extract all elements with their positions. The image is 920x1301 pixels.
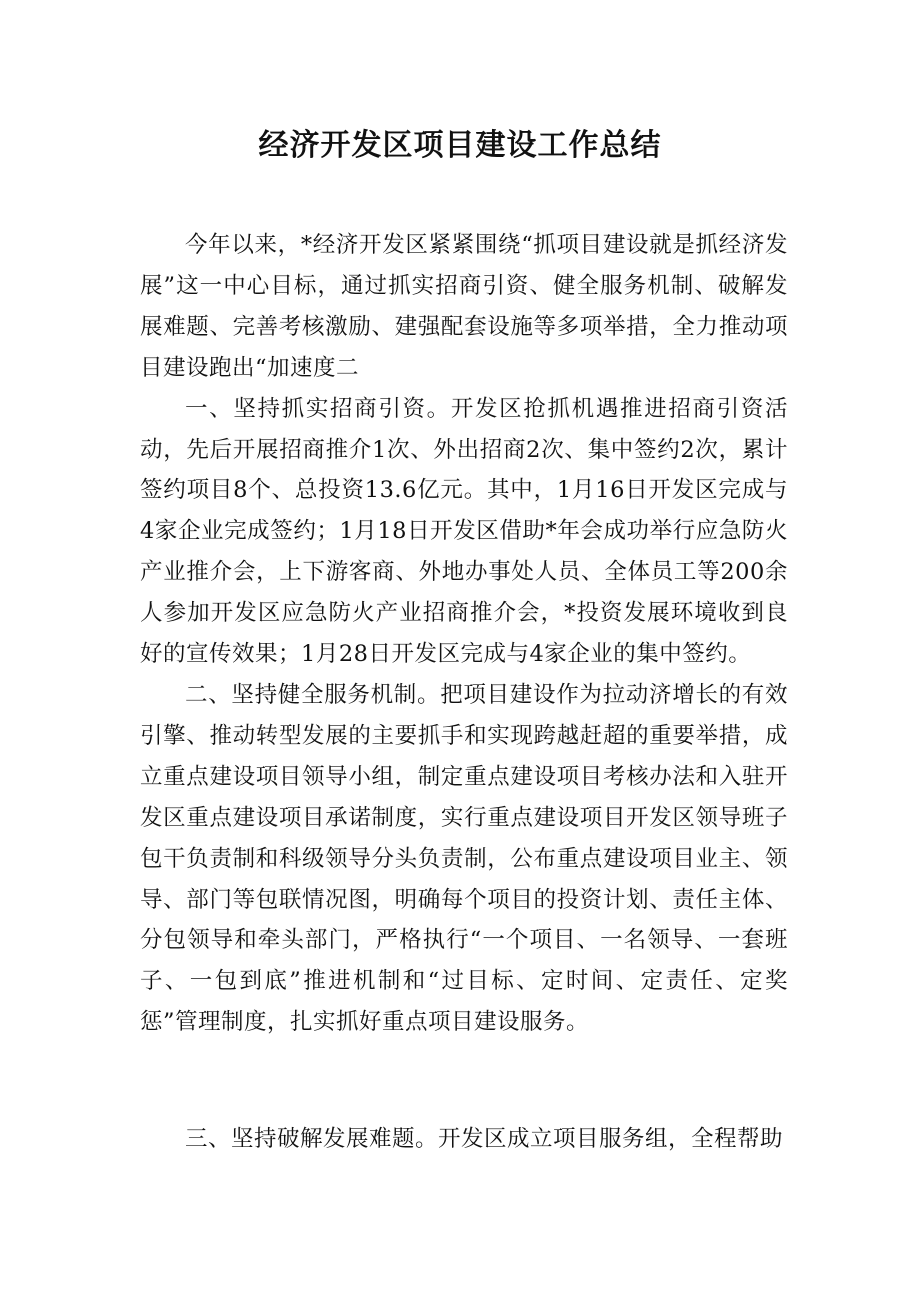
paragraph-intro: 今年以来，*经济开发区紧紧围绕“抓项目建设就是抓经济发展”这一中心目标，通过抓实招商引资、健全服务机制、破解发展难题、完善考核激励、建强配套设施等多项举措，全力推动项目建设跑出“加速度二 [140, 232, 788, 381]
paragraph-section-2: 二、坚持健全服务机制。把项目建设作为拉动济增长的有效引擎、推动转型发展的主要抓手和实现跨越赶超的重要举措，成立重点建设项目领导小组，制定重点建设项目考核办法和入驻开发区重点建设项目承诺制度，实行重点建设项目开发区领导班子包干负责制和科级领导分头负责制，公布重点建设项目业主、领导、部门等包联情况图，明确每个项目的投资计划、责任主体、分包领导和牵头部门，严格执行“一个项目、一名领导、一套班子、一包到底”推进机制和“过目标、定时间、定责任、定奖惩”管理制度，扎实抓好重点项目建设服务。 [140, 681, 788, 1036]
document-body-continued [140, 1119, 788, 1160]
document-body [140, 225, 788, 1043]
document-title: 经济开发区项目建设工作总结 [258, 128, 662, 163]
paragraph-section-1: 一、坚持抓实招商引资。开发区抢抓机遇推进招商引资活动，先后开展招商推介1次、外出招商2次、集中签约2次，累计签约项目8个、总投资13.6亿元。其中，1月16日开发区完成与4家企业完成签约；1月18日开发区借助*年会成功举行应急防火产业推介会，上下游客商、外地办事处人员、全体员工等200余人参加开发区应急防火产业招商推介会，*投资发展环境收到良好的宣传效果；1月28日开发区完成与4家企业的集中签约。 [140, 395, 788, 668]
paragraph-section-3: 三、坚持破解发展难题。开发区成立项目服务组，全程帮助 [185, 1126, 784, 1152]
